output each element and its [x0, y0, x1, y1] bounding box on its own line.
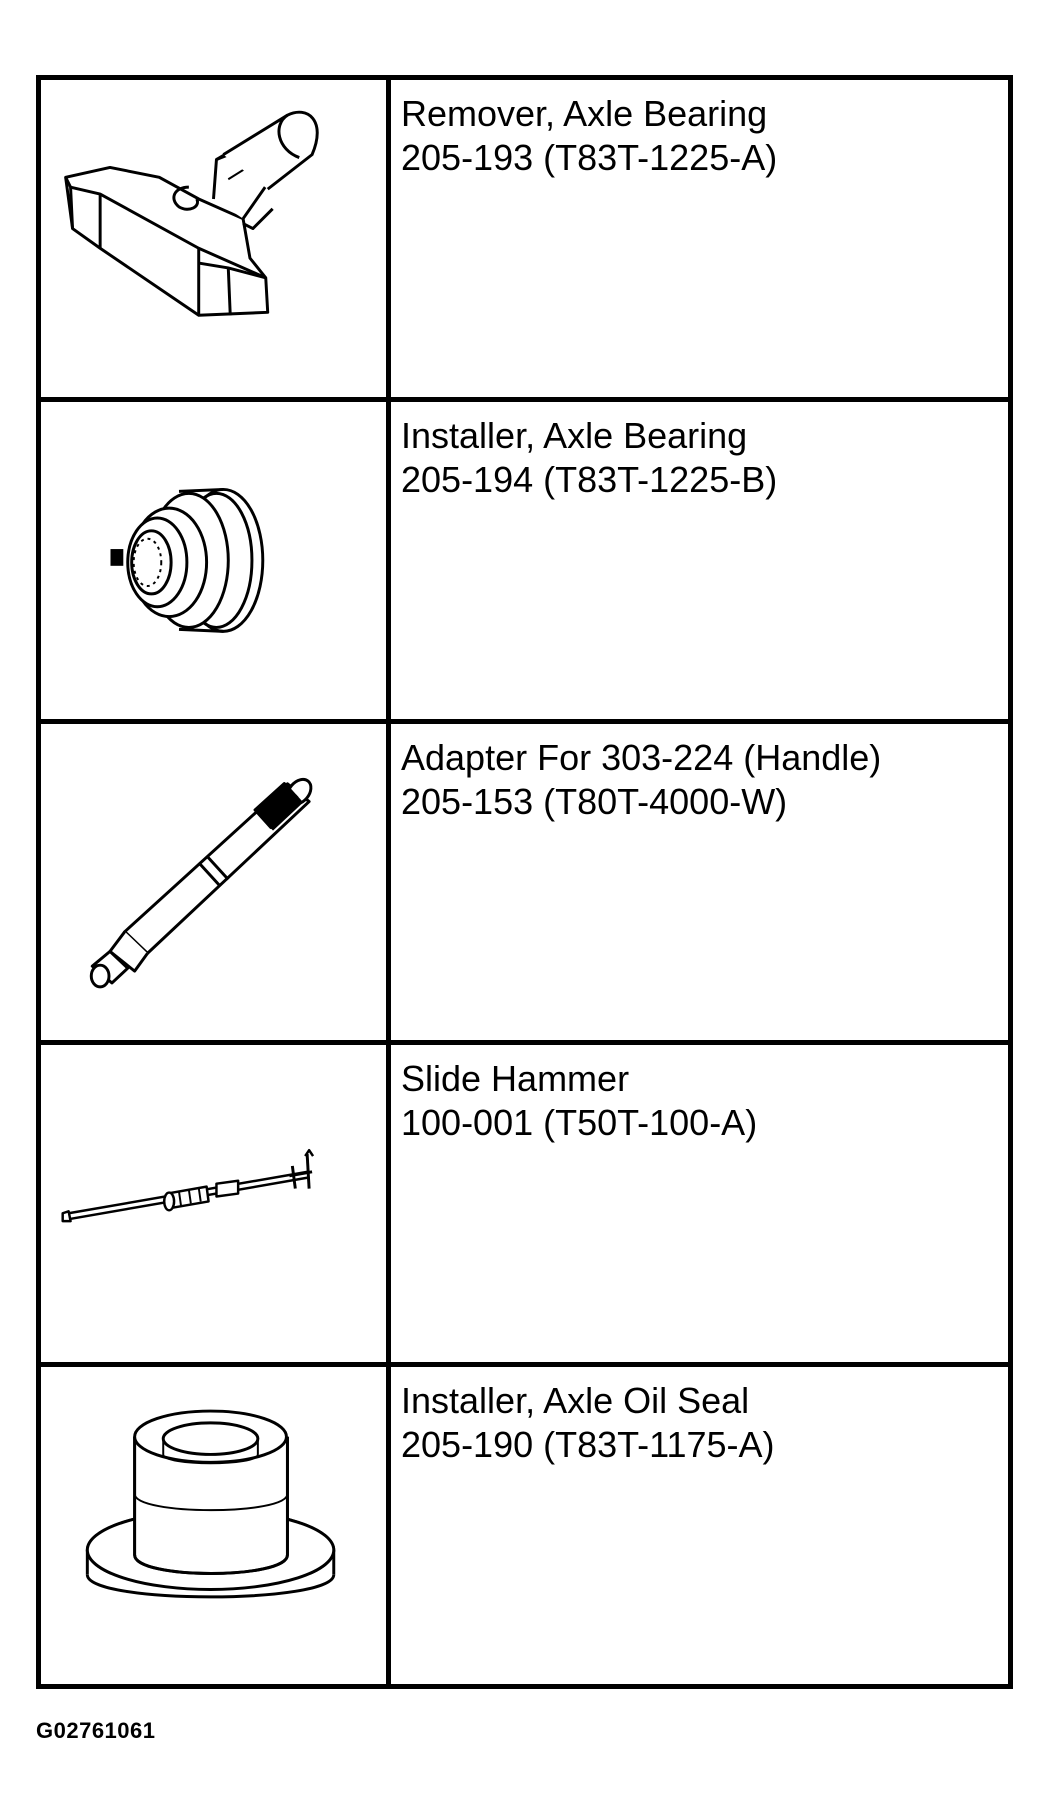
axle-oil-seal-installer-icon [41, 1367, 386, 1684]
tool-row [39, 1043, 1011, 1365]
tool-illustration-cell [39, 1043, 389, 1365]
tool-row [39, 78, 1011, 400]
figure-id: G02761061 [36, 1718, 156, 1743]
tool-description-cell [389, 1365, 1011, 1687]
tool-description-cell [389, 399, 1011, 721]
axle-bearing-remover-icon [41, 80, 386, 397]
tool-number: 205-153 (T80T-4000-W) [401, 780, 788, 822]
tool-name: Remover, Axle Bearing [401, 93, 768, 134]
tool-description-cell [389, 1043, 1011, 1365]
tool-illustration-cell [39, 1365, 389, 1687]
tool-illustration-cell [39, 721, 389, 1043]
tool-number: 205-194 (T83T-1225-B) [401, 458, 778, 500]
tool-description-cell [389, 721, 1011, 1043]
tool-name: Adapter For 303-224 (Handle) [401, 736, 882, 778]
tool-name: Installer, Axle Oil Seal [401, 1380, 750, 1422]
tool-name: Slide Hammer [401, 1058, 630, 1100]
slide-hammer-icon [41, 1045, 386, 1362]
tool-number: 100-001 (T50T-100-A) [401, 1102, 758, 1144]
tool-illustration-cell [39, 399, 389, 721]
tool-name: Installer, Axle Bearing [401, 414, 748, 456]
handle-adapter-icon [41, 724, 386, 1041]
tool-row [39, 399, 1011, 721]
tool-description-cell [389, 78, 1011, 400]
tool-number: 205-190 (T83T-1175-A) [401, 1424, 775, 1466]
tool-illustration-cell [39, 78, 389, 400]
tool-row [39, 721, 1011, 1043]
tool-row [39, 1365, 1011, 1687]
special-tools-table [36, 75, 1013, 1689]
axle-bearing-installer-icon [41, 402, 386, 719]
tool-number: 205-193 (T83T-1225-A) [401, 137, 778, 178]
